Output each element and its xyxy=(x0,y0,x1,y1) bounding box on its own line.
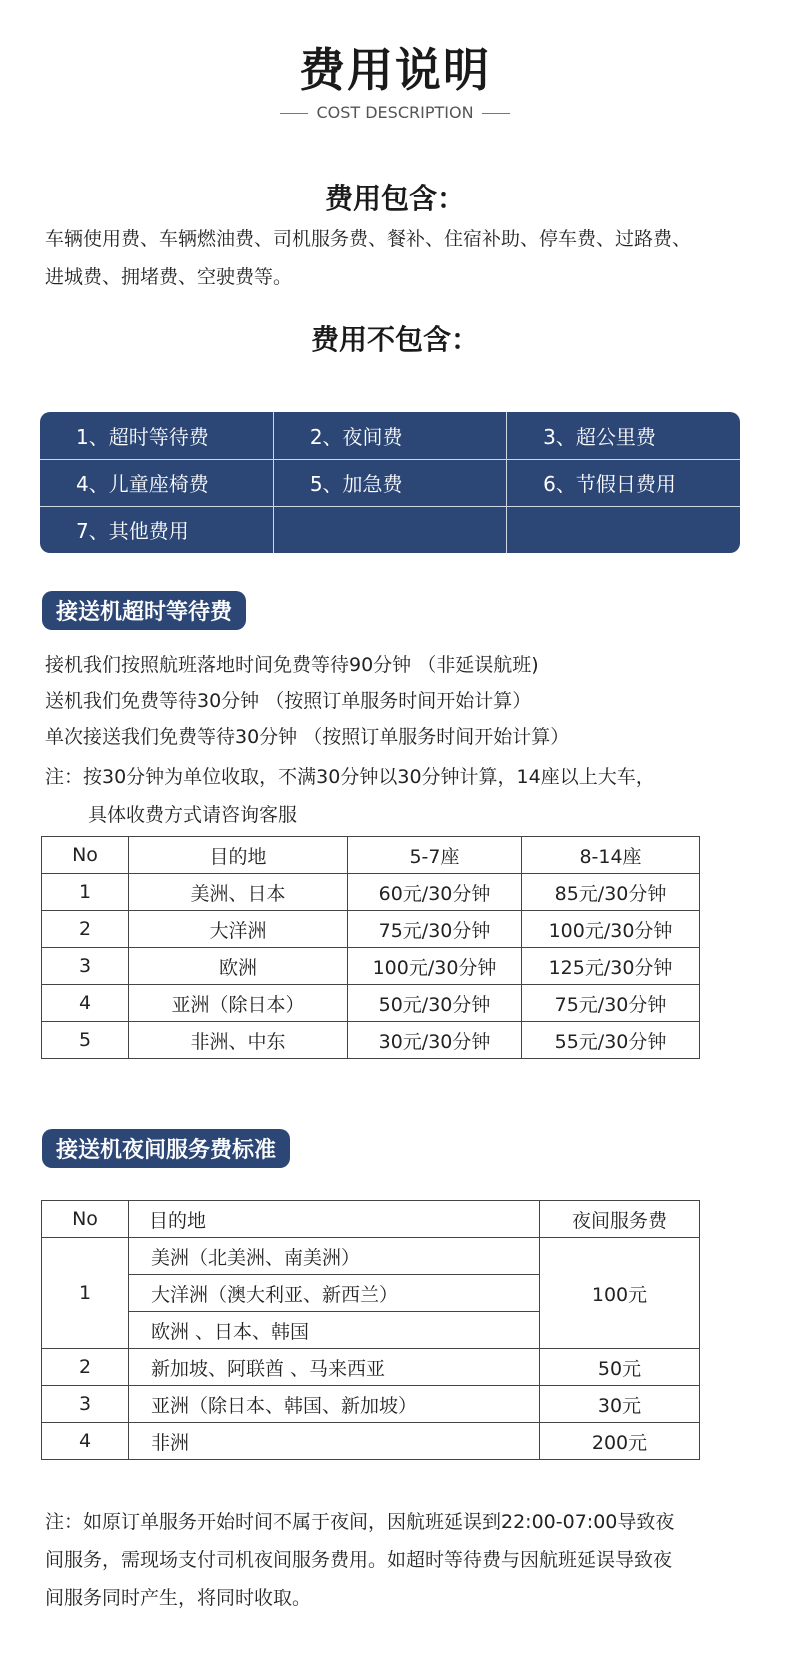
night-badge: 接送机夜间服务费标准 xyxy=(42,1129,290,1168)
table-cell: 4 xyxy=(42,1423,129,1460)
table-cell: 100元/30分钟 xyxy=(522,911,700,948)
table-header: 夜间服务费 xyxy=(540,1201,700,1238)
night-note-line: 注：如原订单服务开始时间不属于夜间，因航班延误到22:00-07:00导致夜 xyxy=(45,1511,675,1533)
table-cell: 100元/30分钟 xyxy=(348,948,522,985)
table-row xyxy=(42,1238,700,1275)
table-cell: 欧洲 xyxy=(129,948,348,985)
table-cell: 4 xyxy=(42,985,129,1022)
divider xyxy=(482,113,510,114)
table-row xyxy=(42,985,700,1022)
excluded-item: 3、超公里费 xyxy=(507,412,740,459)
included-heading: 费用包含： xyxy=(324,182,465,215)
excluded-item: 6、节假日费用 xyxy=(507,459,740,506)
included-line: 进城费、拥堵费、空驶费等。 xyxy=(45,266,293,288)
table-cell: 75元/30分钟 xyxy=(348,911,522,948)
table-cell: 2 xyxy=(42,1349,129,1386)
excluded-item: 1、超时等待费 xyxy=(40,412,273,459)
table-header: 目的地 xyxy=(129,1201,540,1238)
table-cell: 85元/30分钟 xyxy=(522,874,700,911)
night-note-line: 间服务同时产生，将同时收取。 xyxy=(45,1587,312,1609)
table-cell: 大洋洲 xyxy=(129,911,348,948)
table-cell: 200元 xyxy=(540,1423,700,1460)
excluded-heading: 费用不包含： xyxy=(310,323,479,356)
table-cell: 新加坡、阿联酋 、马来西亚 xyxy=(129,1349,540,1386)
table-row xyxy=(42,911,700,948)
table-header-row xyxy=(42,1201,700,1238)
excluded-item xyxy=(273,506,506,553)
excluded-item: 5、加急费 xyxy=(273,459,506,506)
table-cell: 欧洲 、日本、韩国 xyxy=(129,1312,540,1349)
table-header: No xyxy=(42,837,129,874)
table-cell: 3 xyxy=(42,1386,129,1423)
table-row xyxy=(42,874,700,911)
night-fee-table xyxy=(41,1200,700,1460)
excluded-item: 2、夜间费 xyxy=(273,412,506,459)
waiting-line: 单次接送我们免费等待30分钟 （按照订单服务时间开始计算） xyxy=(45,726,570,748)
table-cell: 1 xyxy=(42,1238,129,1349)
table-cell: 75元/30分钟 xyxy=(522,985,700,1022)
table-cell: 亚洲（除日本、韩国、新加坡） xyxy=(129,1386,540,1423)
table-cell: 100元 xyxy=(540,1238,700,1349)
included-text xyxy=(45,220,775,296)
table-header: 目的地 xyxy=(129,837,348,874)
table-row xyxy=(42,1349,700,1386)
table-header-row xyxy=(42,837,700,874)
table-cell: 5 xyxy=(42,1022,129,1059)
included-line: 车辆使用费、车辆燃油费、司机服务费、餐补、住宿补助、停车费、过路费、 xyxy=(45,228,692,250)
table-cell: 50元 xyxy=(540,1349,700,1386)
waiting-line: 送机我们免费等待30分钟 （按照订单服务时间开始计算） xyxy=(45,690,532,712)
waiting-note: 具体收费方式请咨询客服 xyxy=(88,804,298,826)
table-cell: 非洲、中东 xyxy=(129,1022,348,1059)
table-cell: 2 xyxy=(42,911,129,948)
excluded-item xyxy=(507,506,740,553)
night-note xyxy=(45,1503,775,1617)
table-cell: 30元 xyxy=(540,1386,700,1423)
table-cell: 30元/30分钟 xyxy=(348,1022,522,1059)
table-header: 8-14座 xyxy=(522,837,700,874)
table-header: 5-7座 xyxy=(348,837,522,874)
table-cell: 非洲 xyxy=(129,1423,540,1460)
table-cell: 1 xyxy=(42,874,129,911)
table-header: No xyxy=(42,1201,129,1238)
table-cell: 50元/30分钟 xyxy=(348,985,522,1022)
table-row xyxy=(42,1022,700,1059)
excluded-grid xyxy=(40,412,740,553)
subtitle-text: COST DESCRIPTION xyxy=(316,103,474,122)
page-title: 费用说明 xyxy=(299,43,491,97)
page-subtitle xyxy=(0,103,790,122)
table-row xyxy=(42,948,700,985)
table-cell: 125元/30分钟 xyxy=(522,948,700,985)
table-row xyxy=(42,1386,700,1423)
table-cell: 大洋洲（澳大利亚、新西兰） xyxy=(129,1275,540,1312)
table-cell: 美洲（北美洲、南美洲） xyxy=(129,1238,540,1275)
table-cell: 美洲、日本 xyxy=(129,874,348,911)
waiting-badge: 接送机超时等待费 xyxy=(42,591,246,630)
waiting-fee-table xyxy=(41,836,700,1059)
waiting-note: 注：按30分钟为单位收取，不满30分钟以30分钟计算，14座以上大车， xyxy=(45,766,655,788)
excluded-item: 4、儿童座椅费 xyxy=(40,459,273,506)
table-cell: 55元/30分钟 xyxy=(522,1022,700,1059)
excluded-item: 7、其他费用 xyxy=(40,506,273,553)
divider xyxy=(280,113,308,114)
table-row xyxy=(42,1423,700,1460)
table-cell: 亚洲（除日本） xyxy=(129,985,348,1022)
table-cell: 60元/30分钟 xyxy=(348,874,522,911)
waiting-line: 接机我们按照航班落地时间免费等待90分钟 （非延误航班) xyxy=(45,654,539,676)
table-cell: 3 xyxy=(42,948,129,985)
night-note-line: 间服务，需现场支付司机夜间服务费用。如超时等待费与因航班延误导致夜 xyxy=(45,1549,673,1571)
